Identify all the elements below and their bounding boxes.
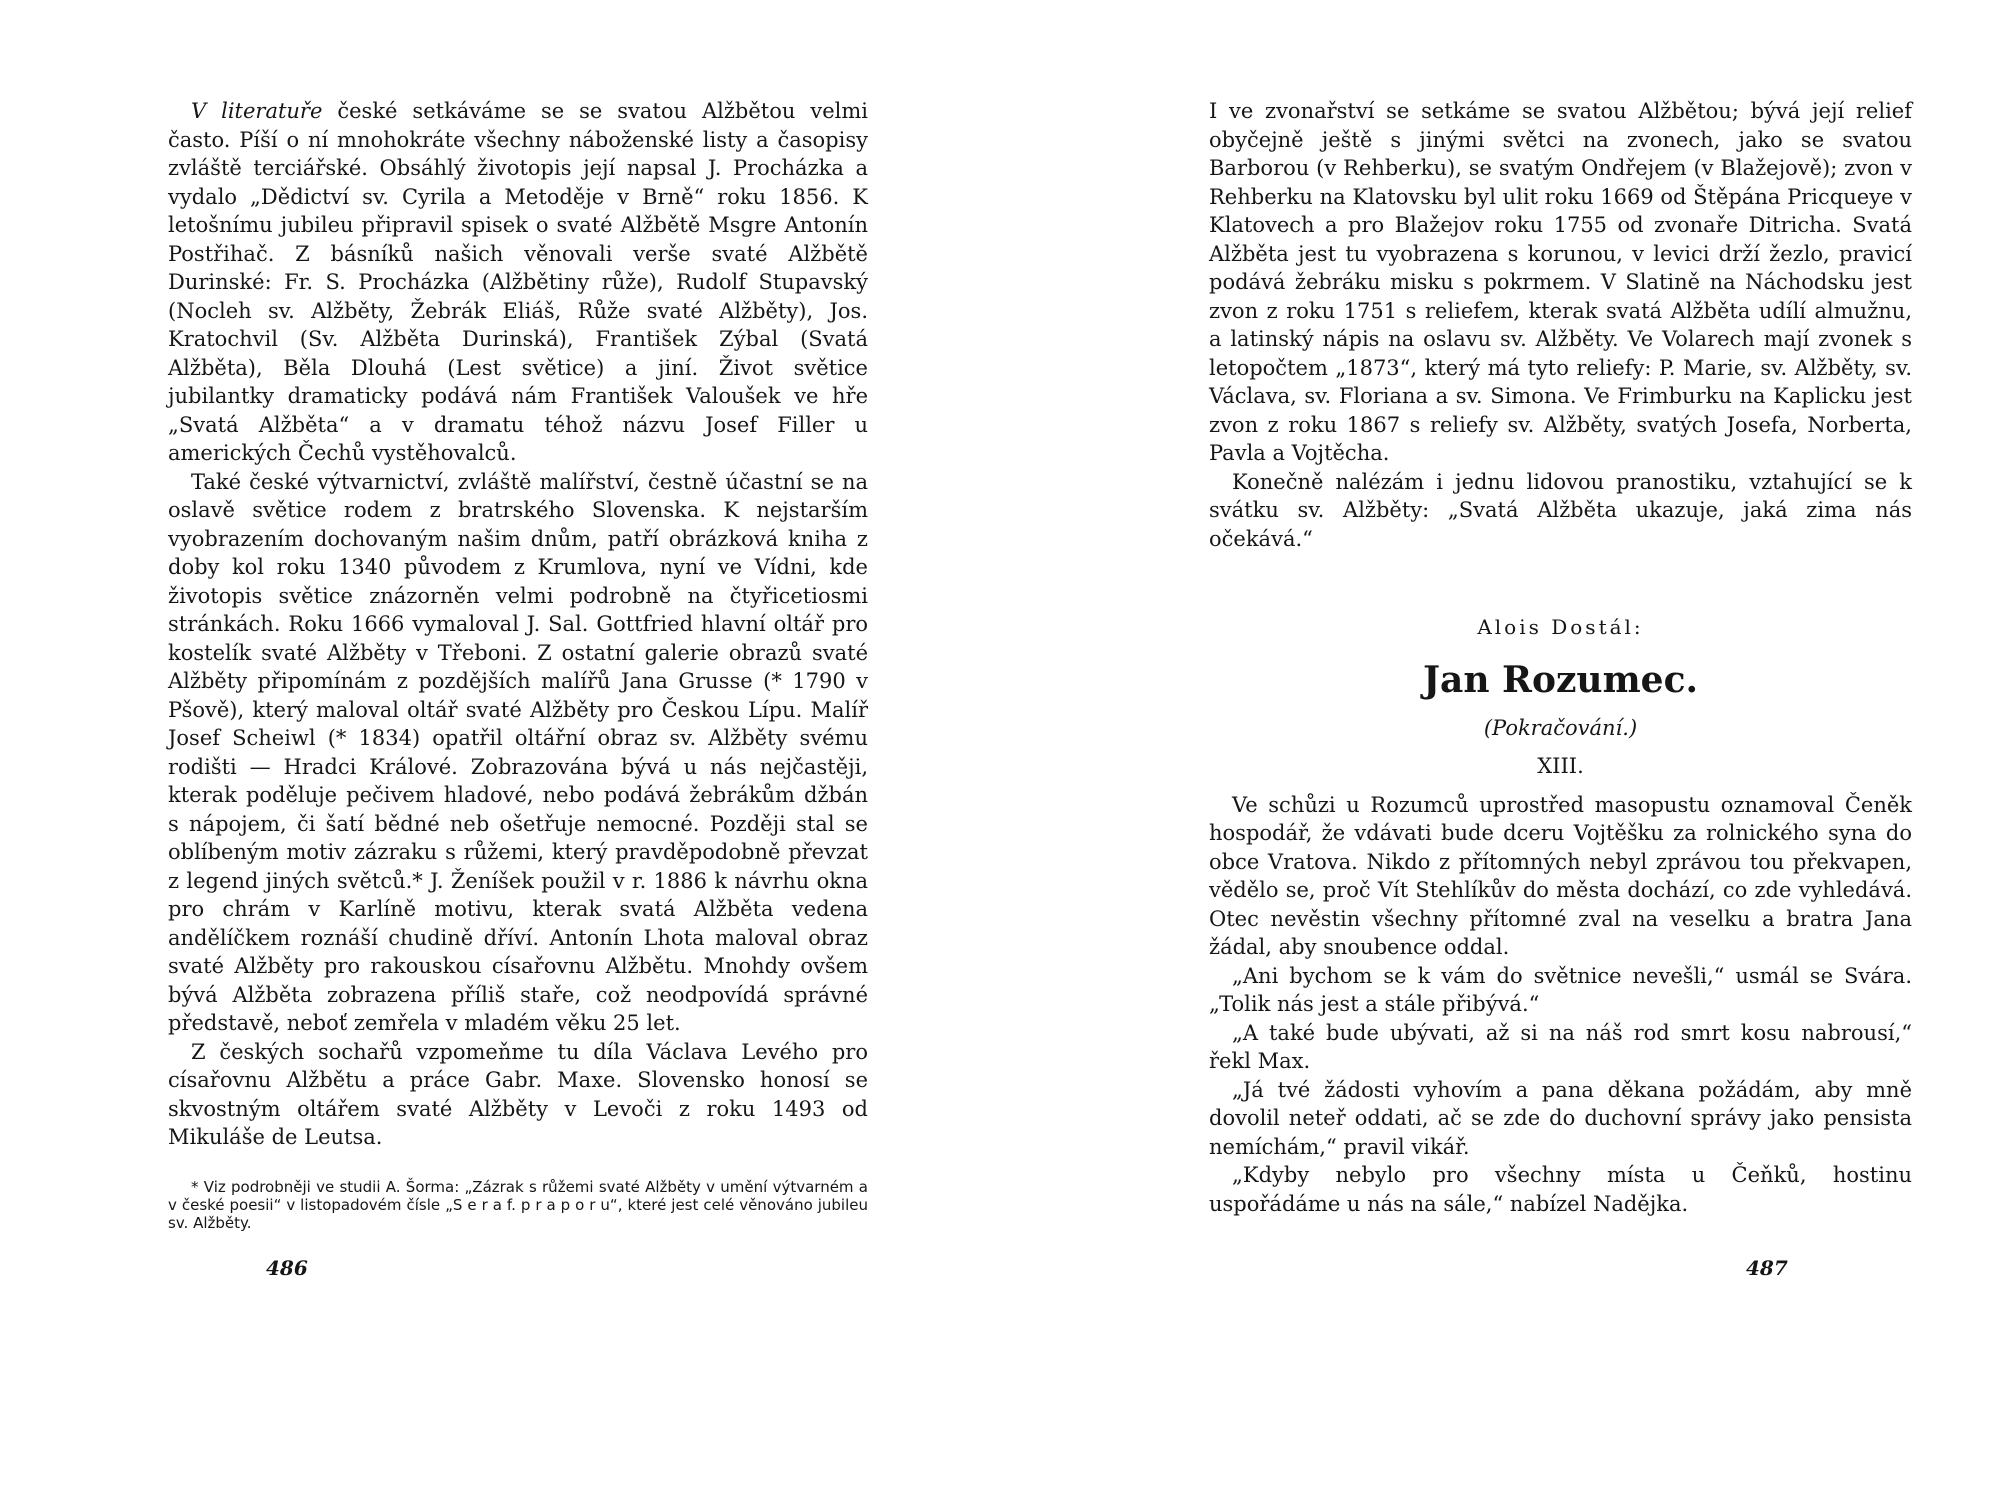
page-number-left: 486 [266,1256,308,1280]
footnote: * Viz podrobněji ve studii A. Šorma: „Zázrak s růžemi svaté Alžběty v umění výtvarném a v české poesii“ v listopadovém čísle „S e r a f. p r a p o r u“, které jest celé věnováno jubileu sv. Alžběty. [168,1178,868,1232]
right-text-column [1209,97,1912,1218]
chapter-number: XIII. [1537,754,1584,778]
paragraph-text: české setkáváme se se svatou Alžbětou velmi často. Píší o ní mnohokráte všechny náboženské listy a časopisy zvláště terciářské. Obsáhlý životopis její napsal J. Procházka a vydalo „Dědictví sv. Cyrila a Metoděje v Brně“ roku 1856. K letošnímu jubileu připravil spisek o svaté Alžbětě Msgre Antonín Postřihač. Z básníků našich věnovali verše svaté Alžbětě Durinské: Fr. S. Procházka (Alžbětiny růže), Rudolf Stupavský (Nocleh sv. Alžběty, Žebrák Eliáš, Růže svaté Alžběty), Jos. Kratochvil (Sv. Alžběta Durinská), František Zýbal (Svatá Alžběta), Běla Dlouhá (Lest světice) a jiní. Život světice jubilantky dramaticky podává nám František Valoušek ve hře „Svatá Alžběta“ a v dramatu téhož názvu Josef Filler u amerických Čechů vystěhovalců. [168,99,868,465]
left-text-column [168,97,868,1152]
story-paragraph: „Kdyby nebylo pro všechny místa u Čeňků, hostinu uspořádáme u nás na sále,“ nabízel Nadějka. [1209,1163,1912,1216]
paragraph-literature [168,97,868,468]
right-page [1006,0,2012,1500]
author-name: Alois Dostál: [1477,615,1644,639]
paragraph-sculpture: Z českých sochařů vzpomeňme tu díla Václava Levého pro císařovnu Alžbětu a práce Gabr. Maxe. Slovensko honosí se skvostným oltářem svaté Alžběty v Levoči z roku 1493 od Mikuláše de Leutsa. [168,1039,868,1149]
paragraph-bells: I ve zvonařství se setkáme se svatou Alžbětou; bývá její relief obyčejně ještě s jinými světci na zvonech, jako se svatou Barborou (v Rehberku), se svatým Ondřejem (v Blažejově); zvon v Rehberku na Klatovsku byl ulit roku 1669 od Štěpána Pricqueye v Klatovech a pro Blažejov roku 1755 od zvonaře Ditricha. Svatá Alžběta jest tu vyobrazena s korunou, v levici drží žezlo, pravicí podává žebráku misku s pokrmem. V Slatině na Náchodsku jest zvon z roku 1751 s reliefem, kterak svatá Alžběta udílí almužnu, a latinský nápis na oslavu sv. Alžběty. Ve Volarech mají zvonek s letopočtem „1873“, který má tyto reliefy: P. Marie, sv. Alžběty, sv. Václava, sv. Floriana a sv. Simona. Ve Frimburku na Kaplicku jest zvon z roku 1867 s reliefy sv. Alžběty, svatých Josefa, Norberta, Pavla a Vojtěcha. [1209,99,1912,465]
lead-italic: V literatuře [191,99,323,123]
story-subtitle: (Pokračování.) [1483,715,1638,740]
story-paragraph: „Já tvé žádosti vyhovím a pana děkana požádám, aby mně dovolil neteř oddati, ač se zde do duchovní správy jako pensista nemíchám,“ pravil vikář. [1209,1077,1912,1159]
story-title: Jan Rozumec. [1422,658,1699,701]
page-number-right: 487 [1746,1256,1788,1280]
paragraph-art: Také české výtvarnictví, zvláště malířství, čestně účastní se na oslavě světice rodem z bratrského Slovenska. K nejstarším vyobrazením dochovaným našim dnům, patří obrázková kniha z doby kol roku 1340 původem z Krumlova, nyní ve Vídni, kde životopis světice znázorněn velmi podrobně na čtyřicetiosmi stránkách. Roku 1666 vymaloval J. Sal. Gottfried hlavní oltář pro kostelík svaté Alžběty v Třeboni. Z ostatní galerie obrazů svaté Alžběty připomínám z pozdějších malířů Jana Grusse (* 1790 v Pšově), který maloval oltář svaté Alžběty pro Českou Lípu. Malíř Josef Scheiwl (* 1834) opatřil oltářní obraz sv. Alžběty svému rodišti — Hradci Králové. Zobrazována bývá u nás nejčastěji, kterak poděluje pečivem hladové, nebo podává žebrákům džbán s nápojem, či šatí bědné neb ošetřuje nemocné. Později stal se oblíbeným motiv zázraku s růžemi, který pravděpodobně převzat z legend jiných světců.* J. Ženíšek použil v r. 1886 k návrhu okna pro chrám v Karlíně motivu, kterak svatá Alžběta vedena andělíčkem roznáší chudině dříví. Antonín Lhota maloval obraz svaté Alžběty pro rakouskou císařovnu Alžbětu. Mnohdy ovšem bývá Alžběta zobrazena příliš staře, což neodpovídá správné představě, neboť zemřela v mladém věku 25 let. [168,469,868,1035]
story-paragraph: Ve schůzi u Rozumců uprostřed masopustu oznamoval Čeněk hospodář, že vdávati bude dceru Vojtěšku za rolnického syna do obce Vratova. Nikdo z přítomných nebyl zprávou tou překvapen, vědělo se, proč Vít Stehlíkův do města dochází, co zde vyhledává. Otec nevěstin všechny přítomné zval na veselku a bratra Jana žádal, aby snoubence oddal. [1209,792,1912,959]
paragraph-proverb: Konečně nalézám i jednu lidovou pranostiku, vztahující se k svátku sv. Alžběty: „Svatá Alžběta ukazuje, jaká zima nás očekává.“ [1209,469,1912,551]
story-paragraph: „A také bude ubývati, až si na náš rod smrt kosu nabrousí,“ řekl Max. [1209,1020,1912,1073]
story-paragraph: „Ani bychom se k vám do světnice nevešli,“ usmál se Svára. „Tolik nás jest a stále přibývá.“ [1209,963,1912,1016]
